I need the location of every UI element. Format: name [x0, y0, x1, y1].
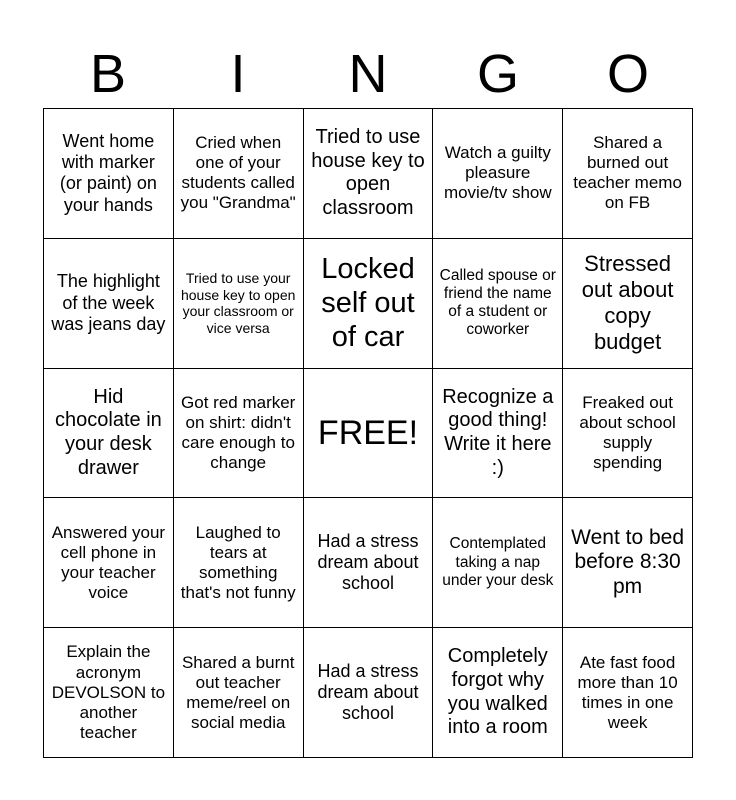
cell-text: Cried when one of your students called you "Grandma" [180, 133, 296, 213]
bingo-cell[interactable] [174, 369, 304, 499]
cell-text: Went home with marker (or paint) on your hands [59, 130, 157, 215]
bingo-cell[interactable] [304, 628, 434, 758]
cell-text: Shared a burnt out teacher meme/reel on social media [181, 652, 295, 732]
bingo-cell[interactable] [433, 498, 563, 628]
bingo-cell[interactable] [44, 239, 174, 369]
cell-text: Had a stress dream about school [317, 660, 419, 724]
cell-text: Had a stress dream about school [317, 530, 419, 594]
cell-text: Hid chocolate in your desk drawer [55, 385, 162, 479]
header-letter-o: O [606, 44, 649, 104]
bingo-cell[interactable] [304, 109, 434, 239]
cell-text: Explain the acronym DEVOLSON to another teacher [51, 642, 166, 742]
cell-text: Answered your cell phone in your teacher voice [51, 522, 166, 602]
cell-text: Tried to use your house key to open your classroom or vice versa [180, 270, 296, 336]
bingo-cell[interactable] [433, 628, 563, 758]
cell-text: Went to bed before 8:30 pm [571, 525, 685, 599]
bingo-cell[interactable] [563, 628, 693, 758]
bingo-cell[interactable] [174, 498, 304, 628]
bingo-cell[interactable] [304, 239, 434, 369]
bingo-cell[interactable] [433, 369, 563, 499]
cell-text: Tried to use house key to open classroom [311, 126, 425, 219]
bingo-cell[interactable] [44, 628, 174, 758]
bingo-cell[interactable] [44, 109, 174, 239]
cell-text: Got red marker on shirt: didn't care enough to change [181, 392, 296, 473]
header-letter-g: G [476, 44, 519, 104]
cell-text: Locked self out of car [321, 252, 415, 354]
cell-text: The highlight of the week was jeans day [51, 271, 166, 334]
bingo-cell[interactable] [304, 498, 434, 628]
cell-text: Stressed out about copy budget [581, 251, 674, 355]
bingo-cell[interactable] [44, 498, 174, 628]
bingo-cell[interactable] [563, 369, 693, 499]
bingo-cell[interactable] [433, 239, 563, 369]
bingo-cell[interactable] [563, 239, 693, 369]
bingo-cell[interactable] [563, 498, 693, 628]
header-letter-b: B [89, 44, 127, 104]
bingo-header [43, 40, 693, 108]
bingo-cell[interactable] [433, 109, 563, 239]
free-space-text: FREE! [317, 413, 419, 452]
cell-text: Contemplated taking a nap under your desk [442, 535, 554, 589]
cell-text: Completely forgot why you walked into a room [447, 645, 548, 739]
bingo-cell[interactable] [563, 109, 693, 239]
cell-text: Shared a burned out teacher memo on FB [573, 133, 682, 213]
cell-text: Recognize a good thing! Write it here :) [442, 385, 554, 479]
bingo-cell[interactable] [174, 628, 304, 758]
cell-text: Ate fast food more than 10 times in one week [577, 652, 678, 732]
cell-text: Laughed to tears at something that's not funny [180, 522, 296, 602]
bingo-cell[interactable] [44, 369, 174, 499]
header-letter-i: I [230, 44, 246, 104]
cell-text: Freaked out about school supply spending [579, 392, 676, 473]
cell-text: Called spouse or friend the name of a student or coworker [439, 266, 556, 339]
bingo-cell[interactable] [174, 109, 304, 239]
bingo-card-grid [43, 108, 693, 758]
bingo-cell[interactable] [174, 239, 304, 369]
cell-text: Watch a guilty pleasure movie/tv show [443, 143, 552, 203]
bingo-free-space[interactable] [304, 369, 434, 499]
header-letter-n: N [348, 44, 388, 104]
